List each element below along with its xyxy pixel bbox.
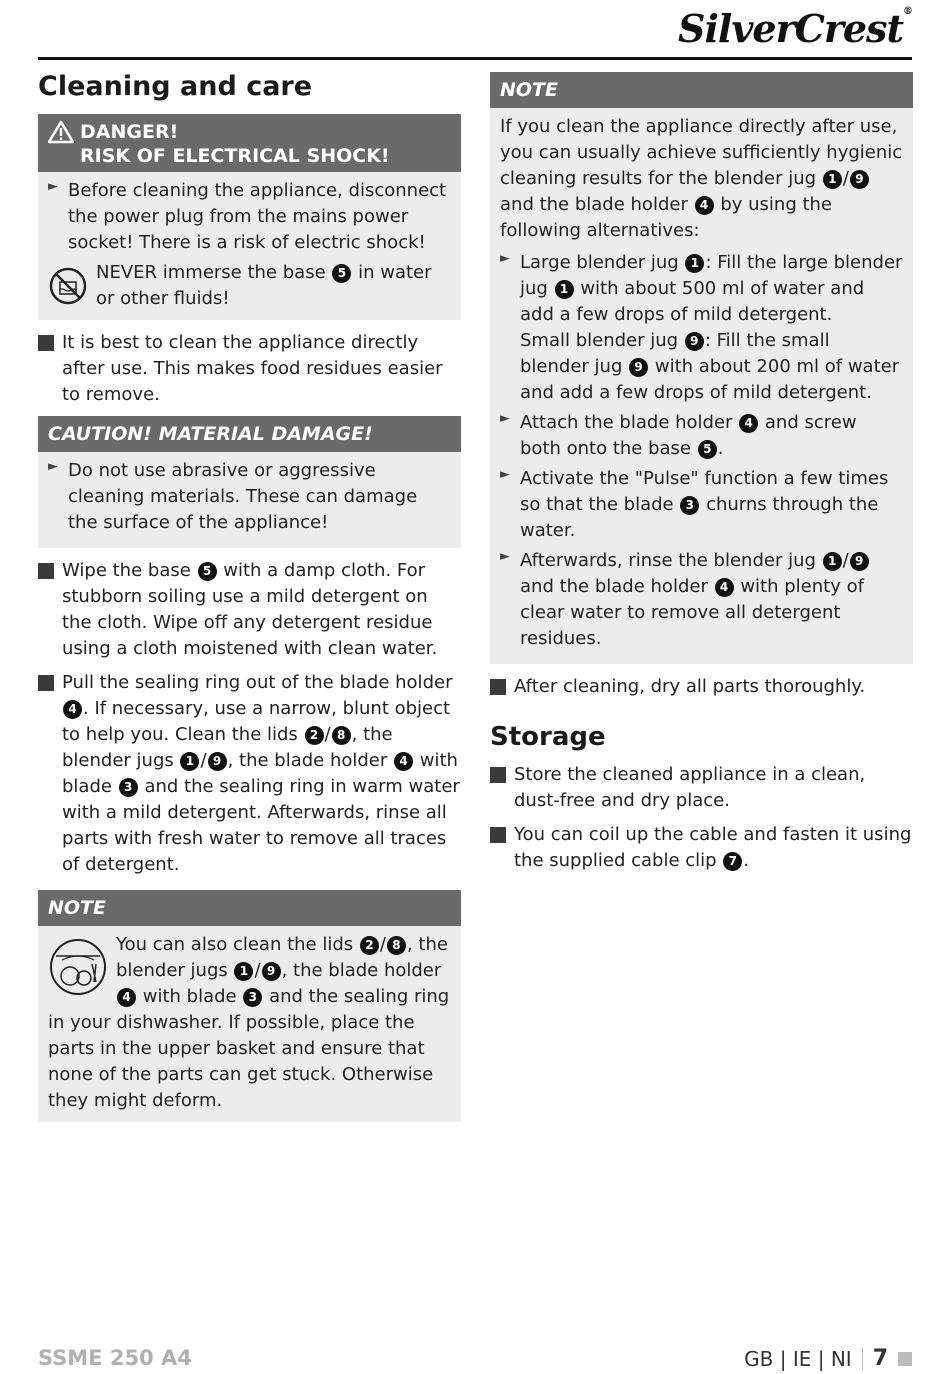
note-dishwasher-text: You can also clean the lids 2 / 8 , the blender jugs 1 / 9 , the blade holder 4 with blade 3 and the sealing ring in your dishwasher. If possible, place the parts in the upper basket and ensure that none of the parts can get stuck. Otherwise they might deform. xyxy=(48,934,450,1111)
part-number: 9 xyxy=(208,752,227,771)
part-number: 4 xyxy=(695,196,714,215)
part-number: 9 xyxy=(850,552,869,571)
part-number: 2 xyxy=(305,726,324,745)
step-pulse: ► Activate the "Pulse" function a few times so that the blade 3 churns through the water. xyxy=(500,466,903,544)
part-number: 9 xyxy=(850,170,869,189)
part-number: 8 xyxy=(387,936,406,955)
bullet-clean-after-use: It is best to clean the appliance directly after use. This makes food residues easier to remove. xyxy=(38,330,461,408)
language-codes: GB | IE | NI xyxy=(744,1346,852,1371)
bullet-cable-clip: You can coil up the cable and fasten it using the supplied cable clip 7 . xyxy=(490,822,913,874)
bullet-wipe-base: Wipe the base 5 with a damp cloth. For stubborn soiling use a mild detergent on the cloth. Wipe off any detergent residue using a cloth moistened with clean water. xyxy=(38,558,461,662)
footer-divider xyxy=(862,1348,863,1370)
part-number: 8 xyxy=(332,726,351,745)
part-number: 4 xyxy=(394,752,413,771)
step-fill-jugs: ► Large blender jug 1 : Fill the large blender jug 1 with about 500 ml of water and add a few drops of mild detergent. Small blender jug 9 : Fill the small blender jug 9 with about 200 ml of water and add a few drops of mild detergent. xyxy=(500,250,903,406)
part-number: 4 xyxy=(63,700,82,719)
page-footer xyxy=(744,1346,912,1371)
arrow-icon: ► xyxy=(500,411,510,426)
part-number: 1 xyxy=(685,254,704,273)
bullet-square-icon xyxy=(490,679,506,695)
arrow-icon: ► xyxy=(48,179,58,194)
part-number: 1 xyxy=(555,280,574,299)
dishwasher-icon xyxy=(48,936,108,998)
immerse-text: NEVER immerse the base 5 in water or other fluids! xyxy=(96,262,432,309)
section-title-cleaning: Cleaning and care xyxy=(38,71,313,102)
note-header: NOTE xyxy=(38,890,461,926)
part-number: 4 xyxy=(715,578,734,597)
arrow-icon: ► xyxy=(500,467,510,482)
part-number: 4 xyxy=(739,414,758,433)
danger-instruction: ► Before cleaning the appliance, disconnect the power plug from the mains power socket! There is a risk of electric shock! xyxy=(48,178,451,256)
section-title-storage: Storage xyxy=(490,722,606,752)
bullet-store: Store the cleaned appliance in a clean, dust-free and dry place. xyxy=(490,762,913,814)
part-number: 1 xyxy=(823,170,842,189)
part-number: 9 xyxy=(262,962,281,981)
bullet-square-icon xyxy=(38,563,54,579)
note-box-dishwasher xyxy=(38,890,461,1122)
arrow-icon: ► xyxy=(500,251,510,266)
caution-box xyxy=(38,416,461,548)
part-number: 2 xyxy=(360,936,379,955)
warning-triangle-icon xyxy=(48,120,74,144)
part-number: 1 xyxy=(234,962,253,981)
page-number: 7 xyxy=(872,1346,888,1371)
step-attach-holder: ► Attach the blade holder 4 and screw both onto the base 5 . xyxy=(500,410,903,462)
caution-header: CAUTION! MATERIAL DAMAGE! xyxy=(38,416,461,452)
note-box-alternatives xyxy=(490,72,913,664)
arrow-icon: ► xyxy=(48,459,58,474)
part-number: 5 xyxy=(198,562,217,581)
bullet-dry-parts: After cleaning, dry all parts thoroughly. xyxy=(490,674,913,700)
part-number: 9 xyxy=(685,332,704,351)
bullet-sealing-ring: Pull the sealing ring out of the blade holder 4 . If necessary, use a narrow, blunt object to help you. Clean the lids 2 / 8 , the blender jugs 1 / 9 , the blade holder 4 with blade 3 and the sealing ring in warm water with a mild detergent. Afterwards, rinse all parts with fresh water to remove all traces of detergent. xyxy=(38,670,461,878)
danger-title: DANGER! xyxy=(80,121,179,143)
note-header: NOTE xyxy=(490,72,913,108)
right-column xyxy=(490,72,913,882)
part-number: 1 xyxy=(180,752,199,771)
part-number: 5 xyxy=(698,440,717,459)
part-number: 4 xyxy=(117,988,136,1007)
left-column xyxy=(38,70,461,1132)
header-rule xyxy=(38,57,912,60)
no-immerse-icon xyxy=(48,266,88,306)
danger-box xyxy=(38,114,461,320)
note-intro: If you clean the appliance directly after use, you can usually achieve sufficiently hygienic cleaning results for the blender jug 1 / 9 and the blade holder 4 by using the following alternatives: xyxy=(500,116,903,241)
bullet-square-icon xyxy=(490,767,506,783)
step-rinse: ► Afterwards, rinse the blender jug 1 / 9 and the blade holder 4 with plenty of clear water to remove all detergent residues. xyxy=(500,548,903,652)
part-number: 1 xyxy=(823,552,842,571)
bullet-square-icon xyxy=(490,827,506,843)
model-number: SSME 250 A4 xyxy=(38,1346,192,1370)
part-number: 5 xyxy=(332,264,351,283)
arrow-icon: ► xyxy=(500,549,510,564)
bullet-square-icon xyxy=(38,675,54,691)
brand-logo: SilverCrest® xyxy=(678,6,912,51)
part-number: 7 xyxy=(723,852,742,871)
danger-subtitle: RISK OF ELECTRICAL SHOCK! xyxy=(80,145,390,167)
part-number: 3 xyxy=(119,778,138,797)
bullet-square-icon xyxy=(38,335,54,351)
part-number: 3 xyxy=(680,496,699,515)
danger-header xyxy=(38,114,461,172)
page-marker xyxy=(898,1352,912,1366)
caution-instruction: ► Do not use abrasive or aggressive cleaning materials. These can damage the surface of the appliance! xyxy=(48,458,451,536)
immerse-warning xyxy=(48,260,451,312)
part-number: 9 xyxy=(629,358,648,377)
part-number: 3 xyxy=(243,988,262,1007)
